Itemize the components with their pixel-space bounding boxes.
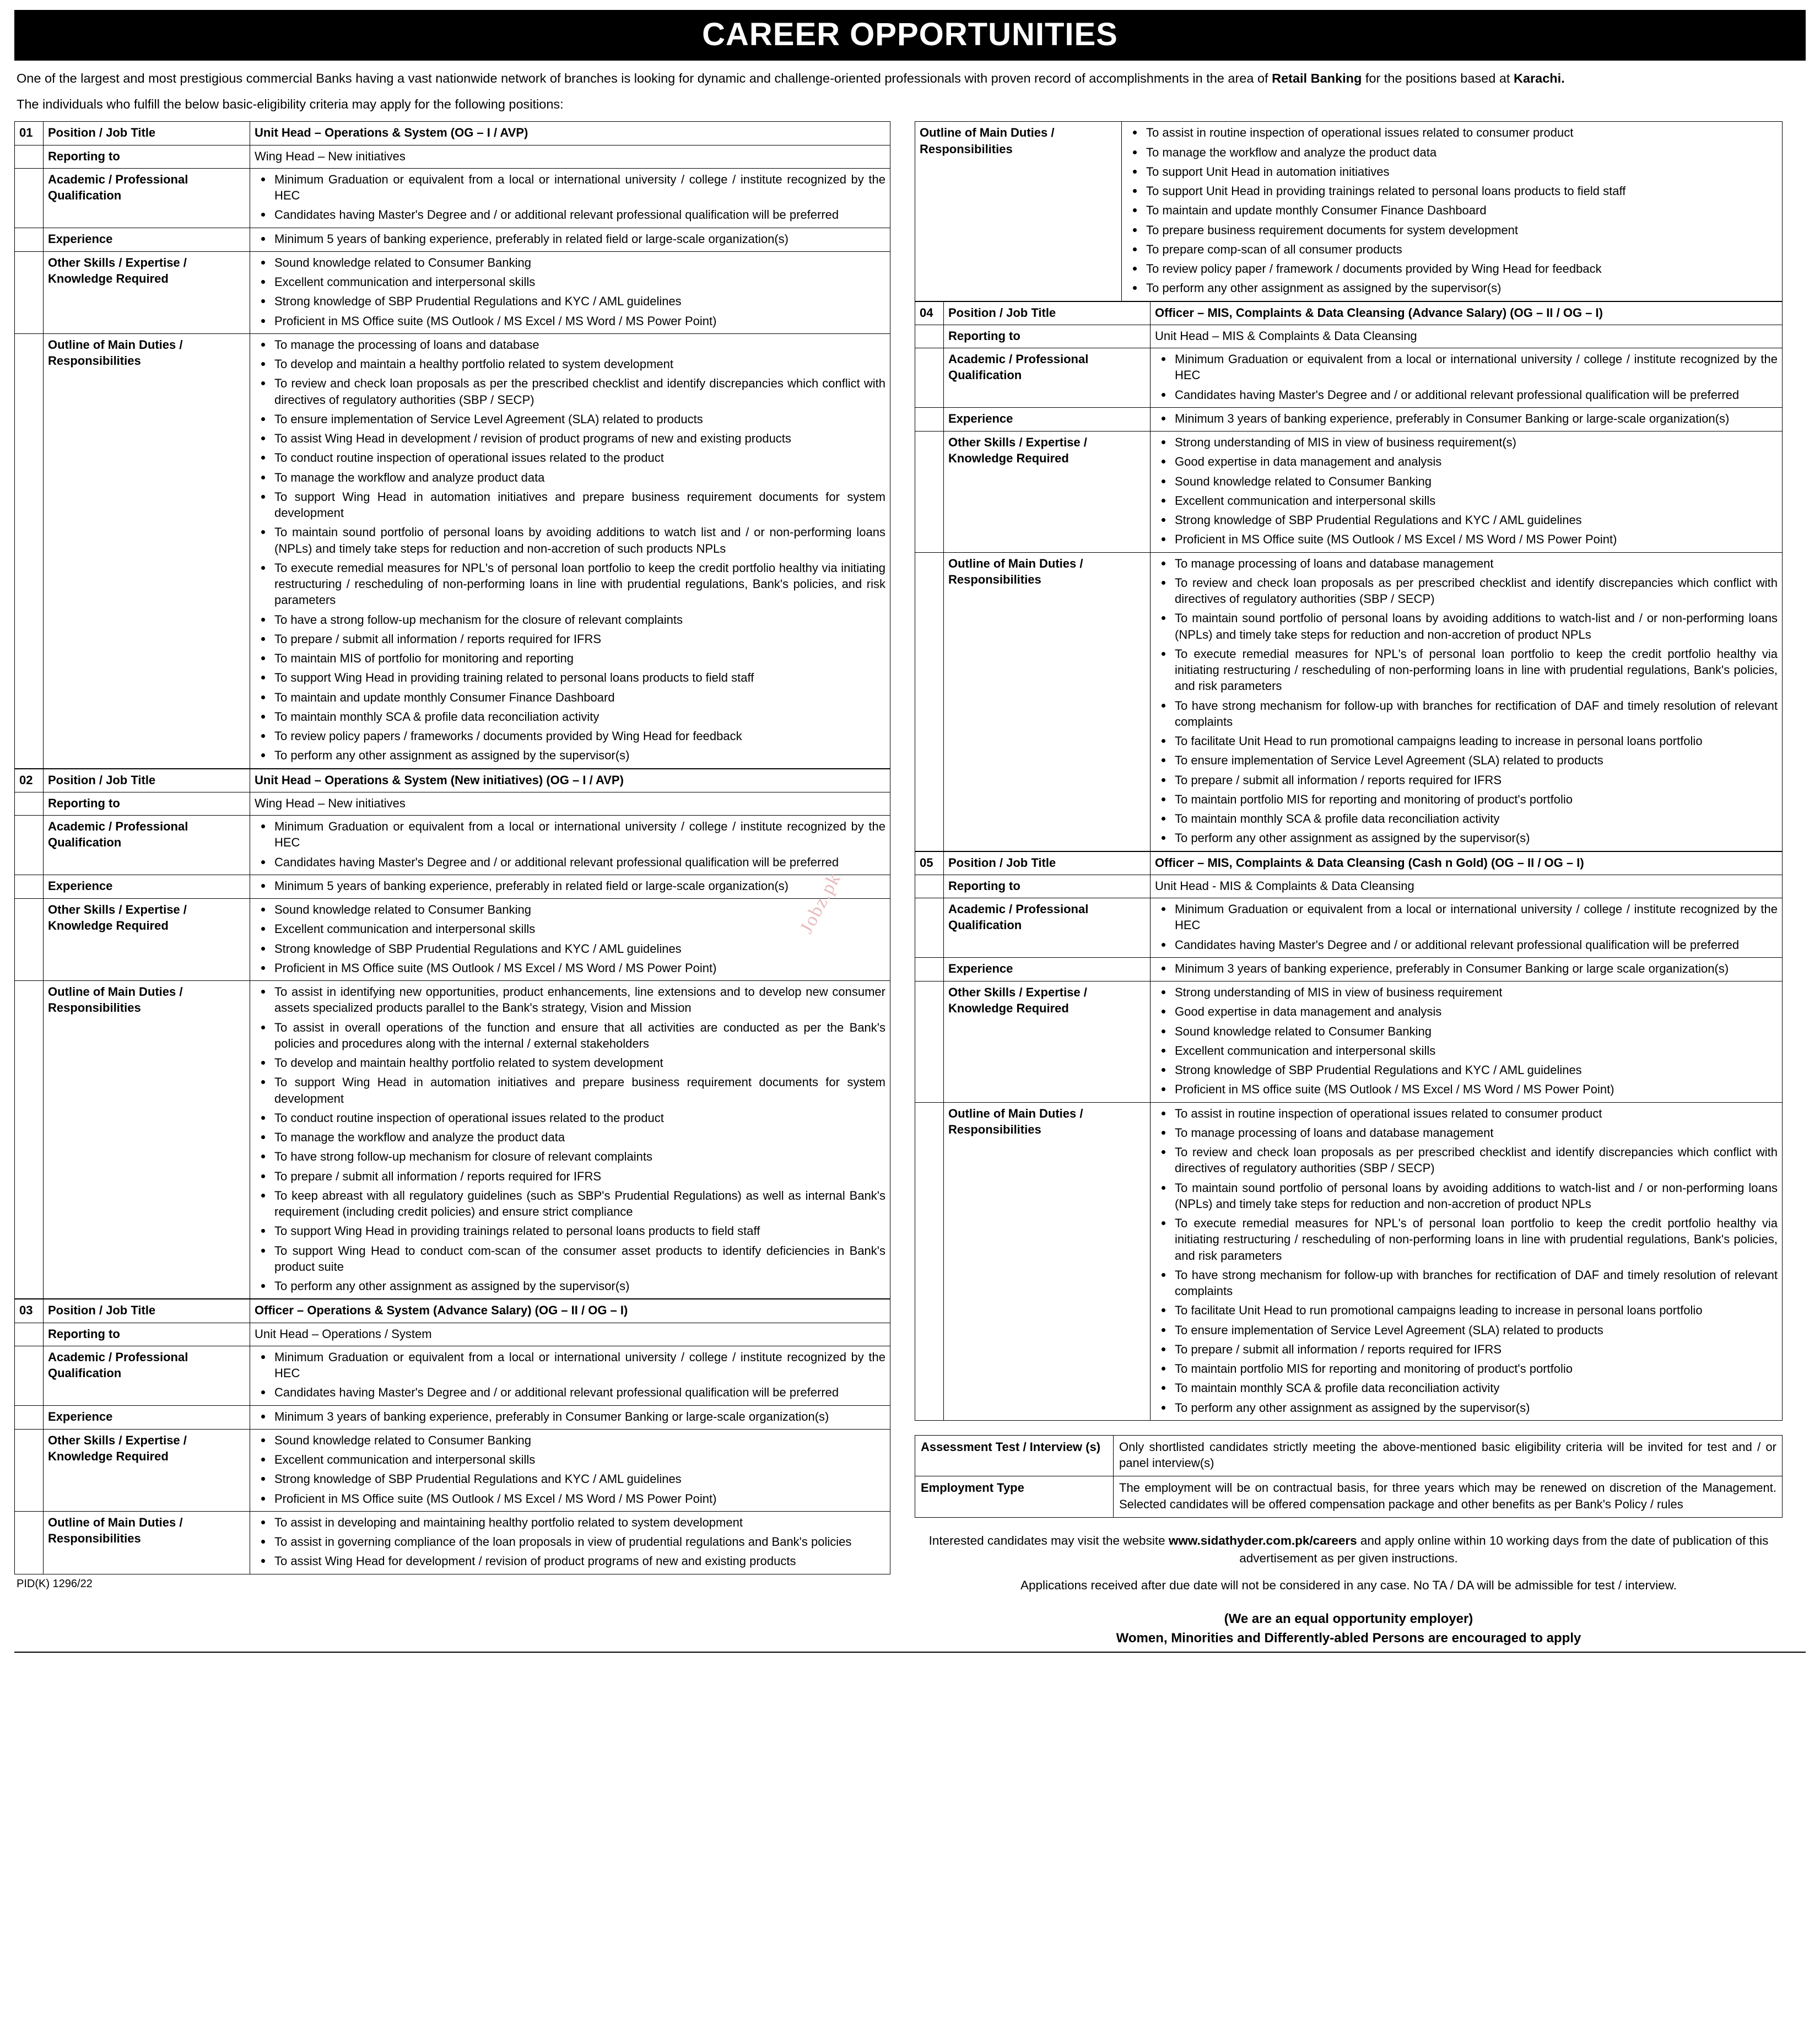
list-item: To maintain and update monthly Consumer Finance Dashboard xyxy=(1145,202,1778,218)
job-table-02 xyxy=(14,769,890,1299)
list-item: To prepare / submit all information / reports required for IFRS xyxy=(1174,772,1778,788)
spacer-cell xyxy=(915,875,944,898)
list-item: To develop and maintain healthy portfolio related to system development xyxy=(273,1055,885,1071)
spacer-cell xyxy=(15,333,44,768)
spacer-cell xyxy=(15,899,44,981)
spacer-cell xyxy=(15,228,44,251)
duties-list xyxy=(255,1514,885,1570)
table-row xyxy=(15,1429,890,1511)
job-reporting: Unit Head – Operations / System xyxy=(250,1323,890,1346)
job-table-04 xyxy=(915,301,1783,851)
list-item: To perform any other assignment as assigned by the supervisor(s) xyxy=(1174,830,1778,846)
content-columns xyxy=(14,121,1806,1648)
list-item: To review policy paper / framework / documents provided by Wing Head for feedback xyxy=(1145,261,1778,277)
apply-text-a: Interested candidates may visit the website xyxy=(928,1533,1169,1547)
list-item: To maintain sound portfolio of personal loans by avoiding additions to watch-list and / or non-performing loans (NPLs) and timely take steps for reduction and non-accretion of product NPLs xyxy=(1174,1180,1778,1212)
label-reporting: Reporting to xyxy=(44,792,250,815)
duties-list xyxy=(1126,125,1778,296)
apply-text-b: and apply online within 10 working days from the date of publication of this advertisement as per given instructions. xyxy=(1239,1533,1769,1566)
list-item: To manage processing of loans and database management xyxy=(1174,1125,1778,1141)
table-row xyxy=(915,1435,1783,1476)
spacer-cell xyxy=(915,1102,944,1420)
list-item: To have strong follow-up mechanism for closure of relevant complaints xyxy=(273,1148,885,1164)
label-position: Position / Job Title xyxy=(44,1299,250,1323)
skills-list xyxy=(255,902,885,976)
job-table-05 xyxy=(915,851,1783,1421)
skills-list xyxy=(255,255,885,329)
spacer-cell xyxy=(915,957,944,981)
list-item: Good expertise in data management and analysis xyxy=(1174,454,1778,470)
list-item: To perform any other assignment as assigned by the supervisor(s) xyxy=(1145,280,1778,296)
table-row xyxy=(15,816,890,875)
list-item: To prepare / submit all information / reports required for IFRS xyxy=(1174,1341,1778,1357)
list-item: To review policy papers / frameworks / documents provided by Wing Head for feedback xyxy=(273,728,885,744)
intro-text-c: for the positions based at xyxy=(1362,71,1514,85)
job-duties xyxy=(250,1511,890,1574)
table-row xyxy=(915,1102,1783,1420)
list-item: Minimum 3 years of banking experience, preferably in Consumer Banking or large-scale organization(s) xyxy=(273,1409,885,1425)
spacer-cell xyxy=(915,407,944,431)
job-skills xyxy=(250,1429,890,1511)
list-item: Excellent communication and interpersonal skills xyxy=(273,921,885,937)
label-position: Position / Job Title xyxy=(44,122,250,145)
spacer-cell xyxy=(15,981,44,1299)
experience-list xyxy=(255,1409,885,1425)
duties-list xyxy=(1155,556,1778,846)
table-row xyxy=(15,981,890,1299)
label-experience: Experience xyxy=(944,407,1151,431)
bottom-divider xyxy=(14,1652,1806,1653)
intro-text-a: One of the largest and most prestigious commercial Banks having a vast nationwide network of branches is looking for dynamic and challenge-oriented professionals with proven record of accomplishments in the area of xyxy=(17,71,1272,85)
table-row xyxy=(915,552,1783,851)
equal-opportunity-statement xyxy=(915,1610,1783,1648)
intro-paragraph xyxy=(17,69,1803,88)
duties-list xyxy=(255,984,885,1294)
job-duties-continued xyxy=(1122,122,1783,301)
spacer-cell xyxy=(15,875,44,898)
job-number: 04 xyxy=(915,301,944,325)
job-duties xyxy=(250,333,890,768)
academic-list xyxy=(1155,901,1778,953)
label-duties: Outline of Main Duties / Responsibilities xyxy=(44,1511,250,1574)
label-academic: Academic / Professional Qualification xyxy=(44,168,250,228)
list-item: To assist in developing and maintaining healthy portfolio related to system development xyxy=(273,1514,885,1530)
table-row xyxy=(915,957,1783,981)
table-row xyxy=(15,168,890,228)
list-item: To perform any other assignment as assigned by the supervisor(s) xyxy=(273,747,885,763)
list-item: To facilitate Unit Head to run promotional campaigns leading to increase in personal loans portfolio xyxy=(1174,1302,1778,1318)
table-row xyxy=(915,122,1783,301)
table-row xyxy=(15,1511,890,1574)
list-item: To keep abreast with all regulatory guidelines (such as SBP's Prudential Regulations) as well as internal Bank's requirement (including credit policies) and ensure strict compliance xyxy=(273,1188,885,1220)
list-item: To perform any other assignment as assigned by the supervisor(s) xyxy=(1174,1400,1778,1416)
list-item: Strong knowledge of SBP Prudential Regulations and KYC / AML guidelines xyxy=(1174,512,1778,528)
job-reporting: Unit Head - MIS & Complaints & Data Cleansing xyxy=(1151,875,1783,898)
job-reporting: Wing Head – New initiatives xyxy=(250,792,890,815)
list-item: Minimum Graduation or equivalent from a local or international university / college / institute recognized by the HEC xyxy=(273,1349,885,1382)
general-info-table xyxy=(915,1435,1783,1518)
academic-list xyxy=(1155,351,1778,403)
table-row xyxy=(915,981,1783,1103)
list-item: Proficient in MS Office suite (MS Outlook / MS Excel / MS Word / MS Power Point) xyxy=(273,960,885,976)
table-row xyxy=(915,325,1783,348)
academic-list xyxy=(255,818,885,870)
list-item: To maintain monthly SCA & profile data reconciliation activity xyxy=(1174,1380,1778,1396)
skills-list xyxy=(1155,434,1778,548)
label-experience: Experience xyxy=(44,1405,250,1429)
list-item: Sound knowledge related to Consumer Banking xyxy=(1174,473,1778,489)
list-item: To maintain monthly SCA & profile data reconciliation activity xyxy=(1174,811,1778,827)
list-item: To ensure implementation of Service Level Agreement (SLA) related to products xyxy=(1174,1322,1778,1338)
table-row xyxy=(915,301,1783,325)
spacer-cell xyxy=(15,816,44,875)
label-skills: Other Skills / Expertise / Knowledge Required xyxy=(44,899,250,981)
spacer-cell xyxy=(15,1346,44,1405)
label-skills: Other Skills / Expertise / Knowledge Required xyxy=(44,1429,250,1511)
job-academic xyxy=(250,168,890,228)
list-item: To assist in routine inspection of operational issues related to consumer product xyxy=(1174,1105,1778,1121)
list-item: Excellent communication and interpersonal skills xyxy=(1174,1043,1778,1059)
label-assessment: Assessment Test / Interview (s) xyxy=(915,1435,1114,1476)
table-row xyxy=(15,122,890,145)
job-title: Unit Head – Operations & System (New initiatives) (OG – I / AVP) xyxy=(250,769,890,792)
list-item: To review and check loan proposals as per prescribed checklist and identify discrepancies which conflict with directives of regulatory authorities (SBP / SECP) xyxy=(1174,1144,1778,1177)
job-skills xyxy=(250,899,890,981)
table-row xyxy=(15,1323,890,1346)
list-item: Good expertise in data management and analysis xyxy=(1174,1004,1778,1020)
job-title: Unit Head – Operations & System (OG – I / AVP) xyxy=(250,122,890,145)
table-row xyxy=(915,851,1783,875)
label-experience: Experience xyxy=(944,957,1151,981)
value-employment-type: The employment will be on contractual basis, for three years which may be renewed on discretion of the Management. Selected candidates will be offered compensation package and other benefits as per Bank's Policy / rules xyxy=(1114,1476,1783,1517)
list-item: Sound knowledge related to Consumer Banking xyxy=(273,1432,885,1448)
list-item: To maintain and update monthly Consumer Finance Dashboard xyxy=(273,689,885,705)
table-row xyxy=(15,333,890,768)
job-academic xyxy=(1151,348,1783,408)
list-item: Strong knowledge of SBP Prudential Regulations and KYC / AML guidelines xyxy=(273,293,885,309)
spacer-cell xyxy=(15,145,44,168)
list-item: Candidates having Master's Degree and / or additional relevant professional qualification will be preferred xyxy=(273,854,885,870)
job-number: 02 xyxy=(15,769,44,792)
job-reporting: Unit Head – MIS & Complaints & Data Cleansing xyxy=(1151,325,1783,348)
job-experience xyxy=(250,875,890,898)
experience-list xyxy=(1155,411,1778,427)
spacer-cell xyxy=(15,251,44,333)
label-reporting: Reporting to xyxy=(944,325,1151,348)
job-table-03 xyxy=(14,1299,890,1574)
list-item: Candidates having Master's Degree and / or additional relevant professional qualification will be preferred xyxy=(1174,387,1778,403)
list-item: To have a strong follow-up mechanism for the closure of relevant complaints xyxy=(273,612,885,628)
job-academic xyxy=(250,816,890,875)
table-row xyxy=(915,875,1783,898)
list-item: To support Wing Head to conduct com-scan of the consumer asset products to identify deficiencies in Bank's product suite xyxy=(273,1243,885,1275)
table-row xyxy=(15,769,890,792)
job-experience xyxy=(1151,407,1783,431)
job-duties xyxy=(250,981,890,1299)
skills-list xyxy=(255,1432,885,1507)
equal-opportunity-line1: (We are an equal opportunity employer) xyxy=(1224,1611,1473,1627)
right-column xyxy=(915,121,1783,1648)
table-row xyxy=(915,432,1783,553)
eligibility-note: The individuals who fulfill the below basic-eligibility criteria may apply for the following positions: xyxy=(17,97,564,112)
table-row xyxy=(915,407,1783,431)
list-item: To maintain sound portfolio of personal loans by avoiding additions to watch list and / or non-performing loans (NPLs) and timely take steps for reduction and non-accretion of such products NPLs xyxy=(273,524,885,557)
list-item: To conduct routine inspection of operational issues related to the product xyxy=(273,450,885,466)
list-item: Excellent communication and interpersonal skills xyxy=(273,1452,885,1468)
list-item: To review and check loan proposals as per prescribed checklist and identify discrepancies which conflict with directives of regulatory authorities (SBP / SECP) xyxy=(1174,575,1778,607)
footer-notes xyxy=(915,1532,1783,1595)
list-item: Minimum 5 years of banking experience, preferably in related field or large-scale organization(s) xyxy=(273,231,885,247)
list-item: To support Wing Head in automation initiatives and prepare business requirement documents for system development xyxy=(273,489,885,521)
table-row xyxy=(15,1299,890,1323)
list-item: Proficient in MS Office suite (MS Outlook / MS Excel / MS Word / MS Power Point) xyxy=(1174,531,1778,547)
spacer-cell xyxy=(15,1323,44,1346)
job-experience xyxy=(250,1405,890,1429)
spacer-cell xyxy=(915,898,944,958)
list-item: To prepare / submit all information / reports required for IFRS xyxy=(273,631,885,647)
table-row xyxy=(15,875,890,898)
label-reporting: Reporting to xyxy=(944,875,1151,898)
label-duties: Outline of Main Duties / Responsibilities xyxy=(44,981,250,1299)
list-item: To perform any other assignment as assigned by the supervisor(s) xyxy=(273,1278,885,1294)
label-experience: Experience xyxy=(44,228,250,251)
list-item: Minimum 3 years of banking experience, preferably in Consumer Banking or large-scale organization(s) xyxy=(1174,411,1778,427)
list-item: To support Unit Head in providing trainings related to personal loans products to field staff xyxy=(1145,183,1778,199)
duties-list xyxy=(255,337,885,764)
label-duties: Outline of Main Duties / Responsibilities xyxy=(915,122,1122,301)
list-item: To manage the processing of loans and database xyxy=(273,337,885,353)
job-experience xyxy=(1151,957,1783,981)
list-item: To maintain portfolio MIS for reporting and monitoring of product's portfolio xyxy=(1174,1361,1778,1377)
job-skills xyxy=(250,251,890,333)
list-item: Minimum Graduation or equivalent from a local or international university / college / institute recognized by the HEC xyxy=(1174,351,1778,384)
label-reporting: Reporting to xyxy=(44,1323,250,1346)
label-position: Position / Job Title xyxy=(44,769,250,792)
label-duties: Outline of Main Duties / Responsibilities xyxy=(44,333,250,768)
careers-website-link[interactable]: www.sidathyder.com.pk/careers xyxy=(1168,1533,1357,1547)
label-position: Position / Job Title xyxy=(944,301,1151,325)
intro-retail-banking: Retail Banking xyxy=(1272,71,1362,85)
experience-list xyxy=(1155,961,1778,977)
spacer-cell xyxy=(915,981,944,1103)
list-item: To facilitate Unit Head to run promotional campaigns leading to increase in personal loans portfolio xyxy=(1174,733,1778,749)
list-item: Candidates having Master's Degree and / or additional relevant professional qualification will be preferred xyxy=(273,1384,885,1400)
list-item: To develop and maintain a healthy portfolio related to system development xyxy=(273,356,885,372)
list-item: To assist in routine inspection of operational issues related to consumer product xyxy=(1145,125,1778,141)
table-row xyxy=(15,792,890,815)
job-title: Officer – MIS, Complaints & Data Cleansing (Cash n Gold) (OG – II / OG – I) xyxy=(1151,851,1783,875)
spacer-cell xyxy=(915,552,944,851)
list-item: To support Wing Head in providing training related to personal loans products to field staff xyxy=(273,670,885,686)
apply-instructions xyxy=(915,1532,1783,1568)
list-item: Minimum 3 years of banking experience, preferably in Consumer Banking or large scale organization(s) xyxy=(1174,961,1778,977)
list-item: Strong knowledge of SBP Prudential Regulations and KYC / AML guidelines xyxy=(273,941,885,957)
list-item: To ensure implementation of Service Level Agreement (SLA) related to products xyxy=(1174,752,1778,768)
table-row xyxy=(915,1476,1783,1517)
list-item: To have strong mechanism for follow-up with branches for rectification of DAF and timely resolution of relevant complaints xyxy=(1174,698,1778,730)
table-row xyxy=(15,1346,890,1405)
page-title: CAREER OPPORTUNITIES xyxy=(14,10,1806,61)
list-item: To assist Wing Head in development / revision of product programs of new and existing products xyxy=(273,430,885,446)
job-reporting: Wing Head – New initiatives xyxy=(250,145,890,168)
list-item: To support Wing Head in providing trainings related to personal loans products to field staff xyxy=(273,1223,885,1239)
list-item: To assist in identifying new opportunities, product enhancements, line extensions and to develop new consumer assets specialized products parallel to the Bank's strategy, Vision and Mission xyxy=(273,984,885,1016)
watermark: Jobz.pk xyxy=(796,869,845,937)
job-duties xyxy=(1151,1102,1783,1420)
list-item: To maintain MIS of portfolio for monitoring and reporting xyxy=(273,650,885,666)
list-item: To support Unit Head in automation initiatives xyxy=(1145,164,1778,180)
list-item: Proficient in MS Office suite (MS Outlook / MS Excel / MS Word / MS Power Point) xyxy=(273,1491,885,1507)
job-table-01 xyxy=(14,121,890,768)
list-item: Minimum Graduation or equivalent from a local or international university / college / institute recognized by the HEC xyxy=(273,818,885,851)
duties-list xyxy=(1155,1105,1778,1416)
academic-list xyxy=(255,171,885,223)
list-item: Strong knowledge of SBP Prudential Regulations and KYC / AML guidelines xyxy=(273,1471,885,1487)
list-item: To conduct routine inspection of operational issues related to the product xyxy=(273,1110,885,1126)
spacer-cell xyxy=(15,792,44,815)
job-number: 01 xyxy=(15,122,44,145)
label-employment-type: Employment Type xyxy=(915,1476,1114,1517)
list-item: To execute remedial measures for NPL's of personal loan portfolio to keep the credit portfolio healthy via initiating restructuring / rescheduling of non-performing loans in line with prudential regulations, Bank's policies, and risk parameters xyxy=(1174,1215,1778,1264)
label-reporting: Reporting to xyxy=(44,145,250,168)
list-item: To maintain sound portfolio of personal loans by avoiding additions to watch-list and / or non-performing loans (NPLs) and timely take steps for reduction and non-accretion of product NPLs xyxy=(1174,610,1778,643)
list-item: To prepare comp-scan of all consumer products xyxy=(1145,241,1778,257)
list-item: To execute remedial measures for NPL's of personal loan portfolio to keep the credit portfolio healthy via initiating restructuring / rescheduling of non-performing loans in line with prudential regulations, Bank's policies, and risk parameters xyxy=(1174,646,1778,694)
list-item: To assist Wing Head for development / revision of product programs of new and existing products xyxy=(273,1553,885,1569)
list-item: To have strong mechanism for follow-up with branches for rectification of DAF and timely resolution of relevant complaints xyxy=(1174,1267,1778,1299)
job-title: Officer – MIS, Complaints & Data Cleansing (Advance Salary) (OG – II / OG – I) xyxy=(1151,301,1783,325)
academic-list xyxy=(255,1349,885,1401)
spacer-cell xyxy=(915,325,944,348)
label-duties: Outline of Main Duties / Responsibilities xyxy=(944,552,1151,851)
list-item: Strong understanding of MIS in view of business requirement(s) xyxy=(1174,434,1778,450)
list-item: Sound knowledge related to Consumer Banking xyxy=(273,255,885,271)
experience-list xyxy=(255,231,885,247)
list-item: Sound knowledge related to Consumer Banking xyxy=(273,902,885,918)
list-item: To prepare business requirement documents for system development xyxy=(1145,222,1778,238)
list-item: To manage the workflow and analyze the product data xyxy=(273,1129,885,1145)
label-position: Position / Job Title xyxy=(944,851,1151,875)
label-academic: Academic / Professional Qualification xyxy=(944,898,1151,958)
left-column xyxy=(14,121,890,1590)
list-item: To maintain portfolio MIS for reporting and monitoring of product's portfolio xyxy=(1174,791,1778,807)
spacer-cell xyxy=(15,1405,44,1429)
job-academic xyxy=(1151,898,1783,958)
job-skills xyxy=(1151,981,1783,1103)
job-table-03-continued xyxy=(915,121,1783,301)
list-item: Proficient in MS office suite (MS Outlook / MS Excel / MS Word / MS Power Point) xyxy=(1174,1081,1778,1097)
list-item: To support Wing Head in automation initiatives and prepare business requirement documents for system development xyxy=(273,1074,885,1107)
table-row xyxy=(915,898,1783,958)
list-item: Proficient in MS Office suite (MS Outlook / MS Excel / MS Word / MS Power Point) xyxy=(273,313,885,329)
list-item: To ensure implementation of Service Level Agreement (SLA) related to products xyxy=(273,411,885,427)
label-skills: Other Skills / Expertise / Knowledge Required xyxy=(944,981,1151,1103)
job-academic xyxy=(250,1346,890,1405)
table-row xyxy=(915,348,1783,408)
list-item: Minimum 5 years of banking experience, preferably in related field or large-scale organization(s) xyxy=(273,878,885,894)
list-item: To assist in governing compliance of the loan proposals in view of prudential regulations and Bank's policies xyxy=(273,1534,885,1550)
list-item: To assist in overall operations of the function and ensure that all activities are conducted as per the Bank's policies and procedures along with the internal / external stakeholders xyxy=(273,1020,885,1052)
table-row xyxy=(15,251,890,333)
label-academic: Academic / Professional Qualification xyxy=(944,348,1151,408)
label-skills: Other Skills / Expertise / Knowledge Required xyxy=(944,432,1151,553)
list-item: To maintain monthly SCA & profile data reconciliation activity xyxy=(273,709,885,725)
intro-city: Karachi. xyxy=(1513,71,1565,85)
job-duties xyxy=(1151,552,1783,851)
spacer-cell xyxy=(915,432,944,553)
list-item: Excellent communication and interpersonal skills xyxy=(273,274,885,290)
spacer-cell xyxy=(15,168,44,228)
table-row xyxy=(15,145,890,168)
label-academic: Academic / Professional Qualification xyxy=(44,816,250,875)
job-number: 05 xyxy=(915,851,944,875)
late-application-note: Applications received after due date will not be considered in any case. No TA / DA will be admissible for test / interview. xyxy=(1020,1578,1677,1592)
list-item: Sound knowledge related to Consumer Banking xyxy=(1174,1023,1778,1039)
list-item: To execute remedial measures for NPL's of personal loan portfolio to keep the credit portfolio healthy via initiating restructuring / rescheduling of non-performing loans in line with prudential regulations, Bank's policies, and risk parameters xyxy=(273,560,885,608)
list-item: Excellent communication and interpersonal skills xyxy=(1174,493,1778,509)
equal-opportunity-line2: Women, Minorities and Differently-abled Persons are encouraged to apply xyxy=(1116,1631,1581,1646)
list-item: Strong knowledge of SBP Prudential Regulations and KYC / AML guidelines xyxy=(1174,1062,1778,1078)
spacer-cell xyxy=(915,348,944,408)
list-item: Minimum Graduation or equivalent from a local or international university / college / institute recognized by the HEC xyxy=(1174,901,1778,934)
table-row xyxy=(15,899,890,981)
list-item: To manage the workflow and analyze the product data xyxy=(1145,144,1778,160)
list-item: Minimum Graduation or equivalent from a local or international university / college / institute recognized by the HEC xyxy=(273,171,885,204)
label-duties: Outline of Main Duties / Responsibilities xyxy=(944,1102,1151,1420)
label-academic: Academic / Professional Qualification xyxy=(44,1346,250,1405)
list-item: To review and check loan proposals as per the prescribed checklist and identify discrepancies which conflict with directives of regulatory authorities (SBP / SECP) xyxy=(273,375,885,408)
spacer-cell xyxy=(15,1511,44,1574)
job-experience xyxy=(250,228,890,251)
skills-list xyxy=(1155,984,1778,1098)
job-number: 03 xyxy=(15,1299,44,1323)
pid-number: PID(K) 1296/22 xyxy=(17,1577,93,1590)
job-skills xyxy=(1151,432,1783,553)
label-experience: Experience xyxy=(44,875,250,898)
job-title: Officer – Operations & System (Advance Salary) (OG – II / OG – I) xyxy=(250,1299,890,1323)
list-item: Candidates having Master's Degree and / or additional relevant professional qualification will be preferred xyxy=(1174,937,1778,953)
spacer-cell xyxy=(15,1429,44,1511)
list-item: Candidates having Master's Degree and / or additional relevant professional qualification will be preferred xyxy=(273,207,885,223)
table-row xyxy=(15,1405,890,1429)
list-item: To manage the workflow and analyze product data xyxy=(273,470,885,486)
list-item: To manage processing of loans and database management xyxy=(1174,556,1778,571)
table-row xyxy=(15,228,890,251)
experience-list xyxy=(255,878,885,894)
label-skills: Other Skills / Expertise / Knowledge Required xyxy=(44,251,250,333)
list-item: To prepare / submit all information / reports required for IFRS xyxy=(273,1168,885,1184)
list-item: Strong understanding of MIS in view of business requirement xyxy=(1174,984,1778,1000)
value-assessment: Only shortlisted candidates strictly meeting the above-mentioned basic eligibility criteria will be invited for test and / or panel interview(s) xyxy=(1114,1435,1783,1476)
